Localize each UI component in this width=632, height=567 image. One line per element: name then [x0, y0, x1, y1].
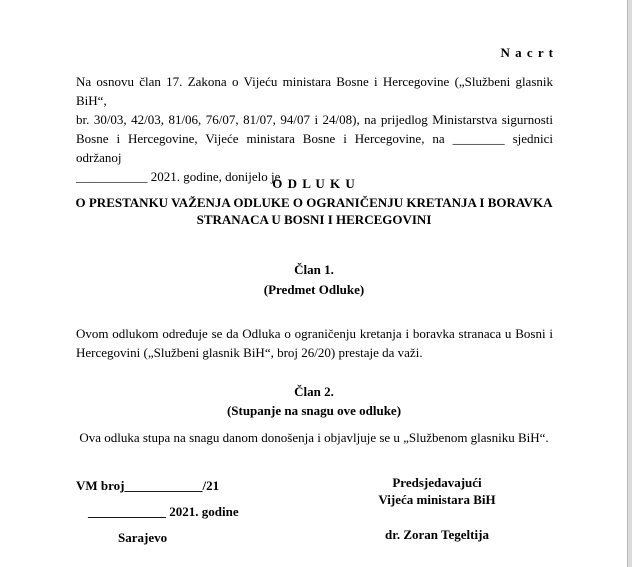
- window-border: [627, 0, 632, 567]
- article2-subheading: (Stupanje na snagu ove odluke): [226, 403, 402, 418]
- article1-heading: Član 1.: [294, 262, 334, 277]
- signatory-name: dr. Zoran Tegeltija: [385, 527, 489, 542]
- preamble: [76, 72, 553, 186]
- article1-text-line: Hercegovini („Službeni glasnik BiH“, broj 26/20) prestaje da važi.: [76, 345, 423, 360]
- decision-title-line2: STRANACA U BOSNI I HERCEGOVINI: [196, 212, 432, 227]
- signatory-role-line2: Vijeća ministara BiH: [378, 492, 496, 507]
- signature-date: ____________ 2021. godine: [88, 504, 239, 519]
- preamble-line: Bosne i Hercegovine, Vijeće ministara Bosne i Hercegovine, na ________ sjednici održanoj: [76, 131, 553, 165]
- signatory-role-line1: Predsjedavajući: [392, 475, 482, 490]
- preamble-line: br. 30/03, 42/03, 81/06, 76/07, 81/07, 94/07 i 24/08), na prijedlog Ministarstva sigurnosti: [76, 112, 553, 127]
- preamble-line: ___________ 2021. godine, donijelo je: [76, 169, 281, 184]
- signature-place: Sarajevo: [118, 530, 168, 545]
- decision-heading: O D L U K U: [272, 176, 356, 191]
- draft-label: N a c r t: [500, 45, 554, 60]
- article2-heading: Član 2.: [294, 384, 334, 399]
- article1-subheading: (Predmet Odluke): [263, 282, 365, 297]
- decision-title-line1: O PRESTANKU VAŽENJA ODLUKE O OGRANIČENJU KRETANJA I BORAVKA: [75, 195, 553, 210]
- article2-text: Ova odluka stupa na snagu danom donošenja i objavljuje se u „Službenom glasniku BiH“.: [79, 430, 549, 445]
- preamble-line: Na osnovu član 17. Zakona o Vijeću ministara Bosne i Hercegovine („Službeni glasnik BiH“,: [76, 74, 553, 108]
- article1-text-line: Ovom odlukom određuje se da Odluka o ograničenju kretanja i boravka stranaca u Bosni i: [76, 326, 553, 341]
- vm-number: VM broj____________/21: [76, 478, 220, 493]
- article1-text: [76, 324, 553, 362]
